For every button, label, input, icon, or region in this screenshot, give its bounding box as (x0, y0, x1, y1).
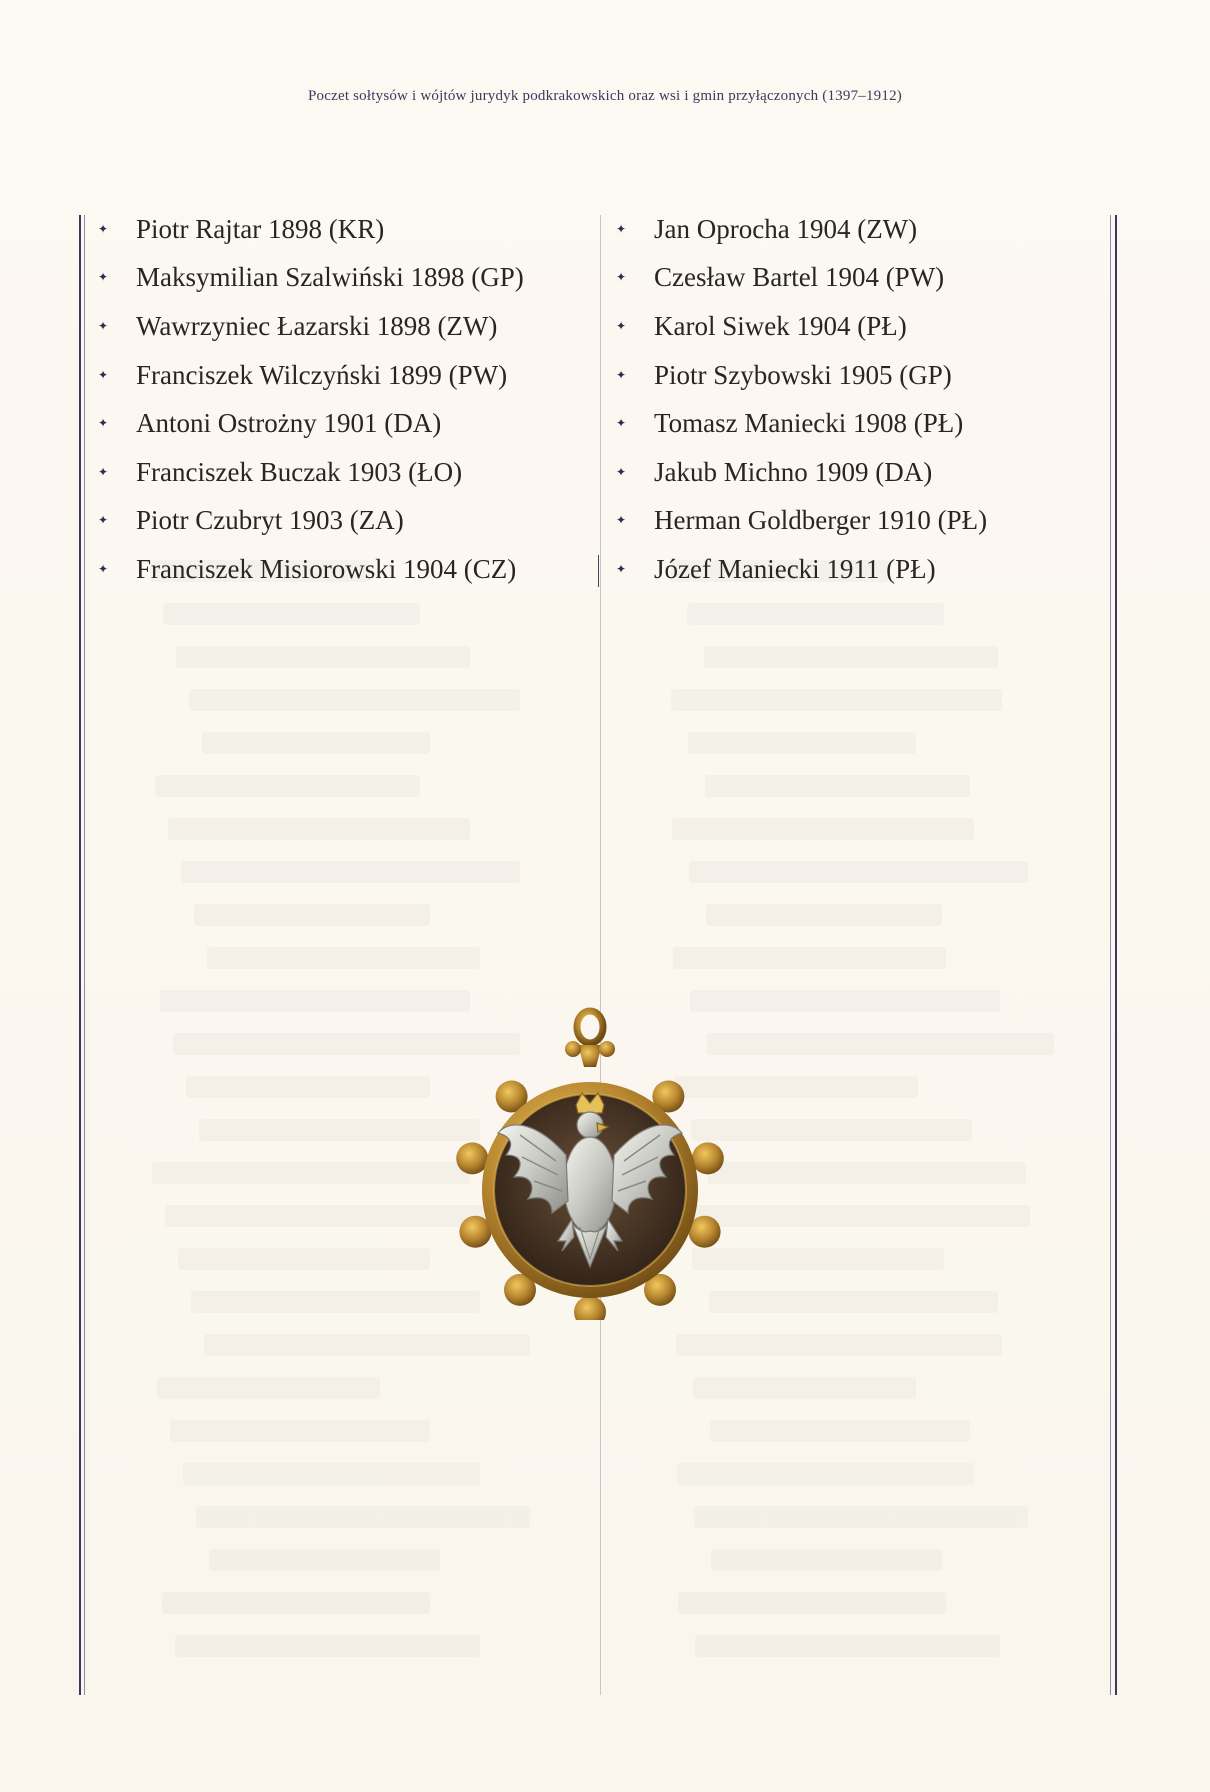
list-item (614, 254, 987, 303)
show-through-line (695, 1635, 1000, 1657)
show-through-line (160, 990, 470, 1012)
eagle-medal-icon (440, 1005, 740, 1320)
show-through-line (687, 603, 944, 625)
list-item (614, 497, 987, 546)
show-through-line (705, 775, 970, 797)
show-through-line (191, 1291, 480, 1313)
show-through-line (676, 1334, 1002, 1356)
show-through-line (152, 1162, 470, 1184)
running-header: Poczet sołtysów i wójtów jurydyk podkrakowskich oraz wsi i gmin przyłączonych (1397–1912) (308, 88, 902, 104)
show-through-line (711, 1549, 942, 1571)
bullet-icon: ✦ (616, 513, 627, 528)
show-through-line (707, 1033, 1054, 1055)
names-list-left (96, 205, 524, 594)
column-divider (600, 215, 601, 1695)
show-through-line (673, 947, 946, 969)
medal-knob (456, 1142, 488, 1174)
show-through-line (186, 1076, 430, 1098)
list-item (96, 399, 524, 448)
show-through-line (168, 818, 470, 840)
list-item-text: Franciszek Buczak 1903 (ŁO) (136, 456, 463, 487)
show-through-line (170, 1420, 430, 1442)
names-list-right (614, 205, 987, 594)
show-through-line (671, 689, 1002, 711)
list-item-text: Piotr Szybowski 1905 (GP) (654, 359, 952, 390)
medal-knob (692, 1142, 724, 1174)
bullet-icon: ✦ (616, 464, 627, 479)
show-through-line (199, 1119, 480, 1141)
show-through-line (678, 1592, 946, 1614)
bullet-icon: ✦ (98, 318, 109, 333)
show-through-line (178, 1248, 430, 1270)
list-item (614, 545, 987, 594)
bullet-icon: ✦ (98, 464, 109, 479)
bullet-icon: ✦ (616, 367, 627, 382)
medal-loop (565, 1011, 615, 1067)
bullet-icon: ✦ (98, 270, 109, 285)
eagle-medal-svg (440, 1005, 740, 1320)
right-border-rule (1115, 215, 1117, 1695)
list-item (96, 545, 524, 594)
list-item-text: Jan Oprocha 1904 (ZW) (654, 213, 918, 244)
bullet-icon: ✦ (616, 416, 627, 431)
list-item-text: Wawrzyniec Łazarski 1898 (ZW) (136, 310, 498, 341)
show-through-line (209, 1549, 440, 1571)
show-through-line (677, 1463, 974, 1485)
list-item (614, 448, 987, 497)
show-through-line (176, 646, 470, 668)
show-through-line (204, 1334, 530, 1356)
bullet-icon: ✦ (616, 221, 627, 236)
list-item (96, 205, 524, 254)
medal-knob (574, 1296, 606, 1320)
list-item-text: Maksymilian Szalwiński 1898 (GP) (136, 262, 524, 293)
show-through-line (710, 1420, 970, 1442)
show-through-line (688, 732, 916, 754)
list-item (614, 205, 987, 254)
show-through-line (689, 861, 1028, 883)
show-through-line (183, 1463, 480, 1485)
list-item-text: Czesław Bartel 1904 (PW) (654, 262, 945, 293)
bullet-icon: ✦ (98, 367, 109, 382)
list-item (96, 302, 524, 351)
list-item (614, 302, 987, 351)
list-item (96, 351, 524, 400)
show-through-line (706, 904, 942, 926)
left-border-rule (79, 215, 81, 1695)
bullet-icon: ✦ (616, 270, 627, 285)
show-through-line (207, 947, 480, 969)
list-item-text: Antoni Ostrożny 1901 (DA) (136, 408, 442, 439)
show-through-line (155, 775, 420, 797)
bullet-icon: ✦ (98, 561, 109, 576)
list-item (96, 254, 524, 303)
list-item-text: Karol Siwek 1904 (PŁ) (654, 310, 907, 341)
list-item-text: Piotr Rajtar 1898 (KR) (136, 213, 385, 244)
show-through-line (709, 1291, 998, 1313)
bullet-icon: ✦ (98, 513, 109, 528)
left-border-rule-inner (84, 215, 85, 1695)
show-through-line (194, 904, 430, 926)
show-through-line (157, 1377, 380, 1399)
bullet-icon: ✦ (616, 318, 627, 333)
list-item-text: Herman Goldberger 1910 (PŁ) (654, 505, 988, 536)
show-through-line (708, 1162, 1026, 1184)
show-through-line (672, 818, 974, 840)
list-item (614, 399, 987, 448)
show-through-line (189, 689, 520, 711)
list-item (96, 497, 524, 546)
list-item-text: Tomasz Maniecki 1908 (PŁ) (654, 408, 964, 439)
list-item-text: Piotr Czubryt 1903 (ZA) (136, 505, 404, 536)
list-item-text: Józef Maniecki 1911 (PŁ) (654, 553, 936, 584)
show-through-line (694, 1506, 1028, 1528)
list-item-text: Franciszek Misiorowski 1904 (CZ) (136, 553, 517, 584)
show-through-line (202, 732, 430, 754)
bullet-icon: ✦ (616, 561, 627, 576)
show-through-line (181, 861, 520, 883)
show-through-line (162, 1592, 430, 1614)
list-item-text: Franciszek Wilczyński 1899 (PW) (136, 359, 508, 390)
right-border-rule-inner (1110, 215, 1111, 1695)
bullet-icon: ✦ (98, 416, 109, 431)
show-through-line (196, 1506, 530, 1528)
show-through-line (175, 1635, 480, 1657)
list-item (614, 351, 987, 400)
column-divider-mark (598, 555, 599, 587)
bullet-icon: ✦ (98, 221, 109, 236)
list-item-text: Jakub Michno 1909 (DA) (654, 456, 933, 487)
show-through-line (163, 603, 420, 625)
show-through-line (693, 1377, 916, 1399)
show-through-line (704, 646, 998, 668)
list-item (96, 448, 524, 497)
